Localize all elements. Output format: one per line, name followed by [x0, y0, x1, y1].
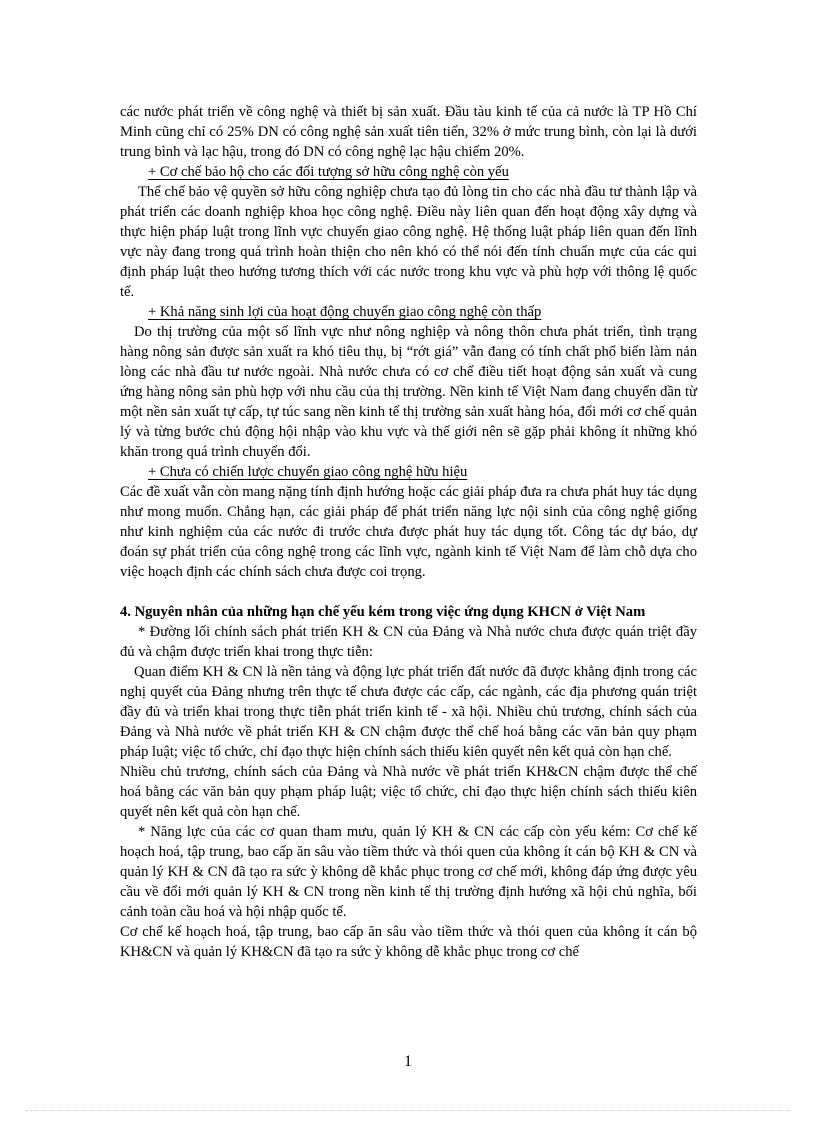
subheading-profitability: + Khả năng sinh lợi của hoạt động chuyển giao công nghệ còn thấp — [148, 304, 542, 320]
paragraph-planning-mechanism: Cơ chế kế hoạch hoá, tập trung, bao cấp ăn sâu vào tiềm thức và thói quen của không ít cán bộ KH&CN và quản lý KH&CN đã tạo ra sức ỳ không dễ khắc phục trong cơ chế — [120, 924, 697, 960]
paragraph-technology-level: các nước phát triển về công nghệ và thiết bị sản xuất. Đầu tàu kinh tế của cả nước là TP Hồ Chí Minh cũng chỉ có 25% DN có công nghệ sản xuất tiên tiến, 32% ở mức trung bình, còn lại là dưới trung bình và lạc hậu, trong đó DN có công nghệ lạc hậu chiếm 20%. — [120, 104, 697, 160]
text-column — [120, 102, 697, 962]
section-heading-causes: 4. Nguyên nhân của những hạn chế yếu kém trong việc ứng dụng KHCN ở Việt Nam — [120, 604, 646, 620]
paragraph-proposals: Các đề xuất vẫn còn mang nặng tính định hướng hoặc các giải pháp đưa ra chưa phát huy tác dụng như mong muốn. Chẳng hạn, các giải pháp để phát triển năng lực nội sinh của công nghệ giống như kinh nghiệm của các nước đi trước chưa được phát huy tác dụng tốt. Công tác dự báo, dự đoán sự phát triển của công nghệ trong các lĩnh vực, ngành kinh tế Việt Nam để làm chỗ dựa cho việc hoạch định các chính sách chưa được coi trọng. — [120, 484, 697, 580]
subheading-transfer-strategy: + Chưa có chiến lược chuyển giao công nghệ hữu hiệu — [148, 464, 468, 480]
paragraph-policies-institutionalization: Nhiều chủ trương, chính sách của Đảng và Nhà nước về phát triển KH&CN chậm được thể chế hoá bằng các văn bản quy phạm pháp luật; việc tổ chức, chỉ đạo thực hiện chính sách thiếu kiên quyết nên kết quả còn hạn chế. — [120, 764, 697, 820]
page-bottom-divider — [26, 1110, 790, 1111]
paragraph-property-rights: Thể chế bảo vệ quyền sở hữu công nghiệp chưa tạo đủ lòng tin cho các nhà đầu tư thành lập và phát triển các doanh nghiệp khoa học công nghệ. Điều này liên quan đến hoạt động xây dựng và thực hiện pháp luật trong lĩnh vực chuyển giao công nghệ. Hệ thống luật pháp liên quan đến lĩnh vực này đang trong quá trình hoàn thiện cho nên khó có thể nói đến tính chuẩn mực của các qui định pháp luật theo hướng tương thích với các nước trong khu vực và phù hợp với thông lệ quốc tế. — [120, 184, 697, 300]
page-number: 1 — [404, 1053, 412, 1070]
paragraph-viewpoint: Quan điểm KH & CN là nền tảng và động lực phát triển đất nước đã được khẳng định trong các nghị quyết của Đảng nhưng trên thực tế chưa được các cấp, các ngành, các địa phương quán triệt đầy đủ và triển khai trong thực tiễn phát triển kinh tế - xã hội. Nhiều chủ trương, chính sách của Đảng và Nhà nước về phát triển KH & CN chậm được thể chế hoá bằng các văn bản quy phạm pháp luật; việc tổ chức, chỉ đạo thực hiện chính sách thiếu kiên quyết nên kết quả còn hạn chế. — [120, 664, 697, 760]
paragraph-agency-capacity: * Năng lực của các cơ quan tham mưu, quản lý KH & CN các cấp còn yếu kém: Cơ chế kế hoạch hoá, tập trung, bao cấp ăn sâu vào tiềm thức và thói quen của không ít cán bộ KH & CN và quản lý KH & CN đã tạo ra sức ỳ không dễ khắc phục trong cơ chế mới, không đáp ứng được yêu cầu về đổi mới quản lý KH & CN trong nền kinh tế thị trường định hướng xã hội chủ nghĩa, bối cảnh toàn cầu hoá và hội nhập quốc tế. — [120, 824, 697, 920]
paragraph-agriculture-market: Do thị trường của một số lĩnh vực như nông nghiệp và nông thôn chưa phát triển, tình trạng hàng nông sản được sản xuất ra khó tiêu thụ, bị “rớt giá” vẫn đang có tính chất phổ biến làm nản lòng các nhà đầu tư nước ngoài. Nhà nước chưa có cơ chế điều tiết hoạt động sản xuất và cung ứng hàng nông sản phù hợp với nhu cầu của thị trường. Nền kinh tế Việt Nam đang chuyển dần từ một nền sản xuất tự cấp, tự túc sang nền kinh tế thị trường sản xuất hàng hóa, đổi mới cơ chế quản lý và từng bước chủ động hội nhập vào khu vực và thế giới nên sẽ gặp phải không ít những khó khăn trong quá trình chuyển đổi. — [120, 324, 697, 460]
subheading-protection-mechanism: + Cơ chế bảo hộ cho các đối tượng sở hữu công nghệ còn yếu — [148, 164, 509, 180]
paragraph-policy-guidelines: * Đường lối chính sách phát triển KH & CN của Đảng và Nhà nước chưa được quán triệt đầy đủ và chậm được triển khai trong thực tiễn: — [120, 624, 697, 660]
